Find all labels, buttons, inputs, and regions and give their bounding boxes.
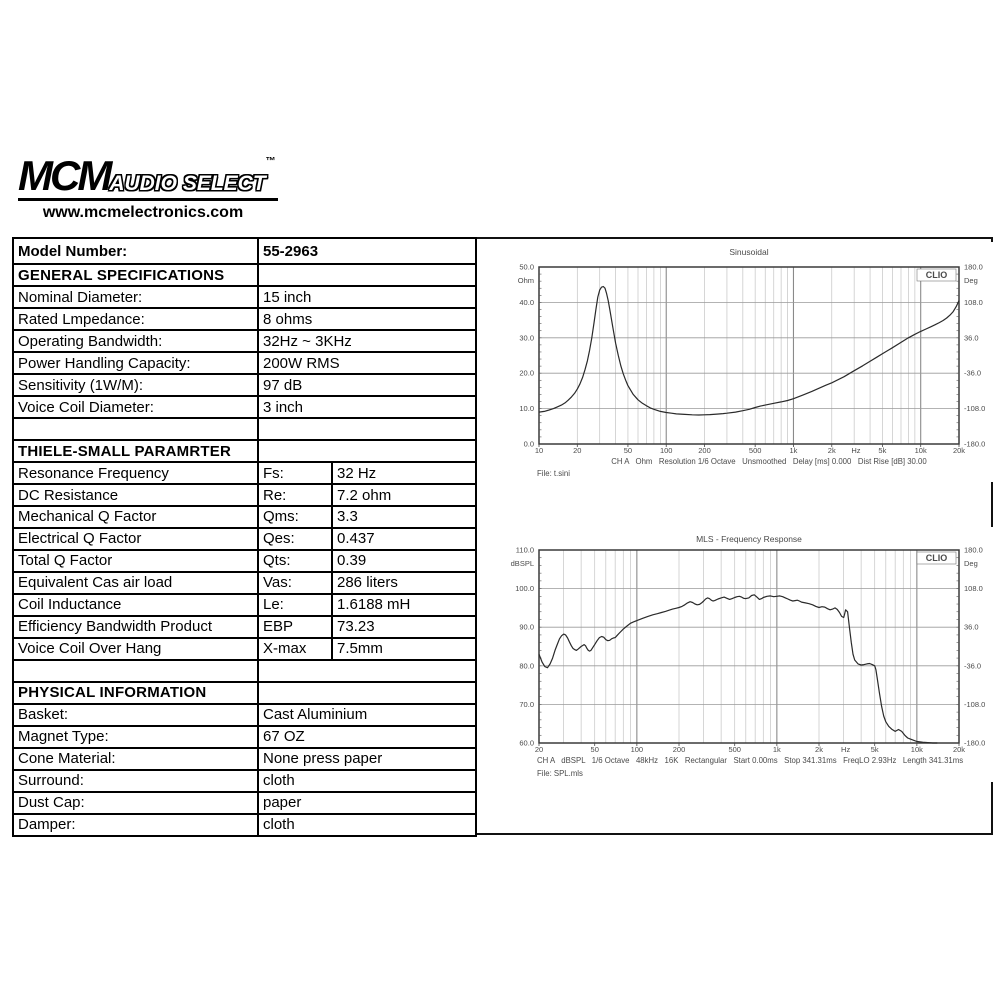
- svg-text:70.0: 70.0: [519, 699, 534, 709]
- table-cell: 3.3: [332, 506, 476, 528]
- table-cell: 55-2963: [258, 238, 476, 264]
- table-cell: Surround:: [13, 770, 258, 792]
- svg-text:5k: 5k: [870, 745, 879, 754]
- table-cell: 0.39: [332, 550, 476, 572]
- svg-text:100: 100: [630, 745, 644, 754]
- table-row: [13, 528, 476, 550]
- table-cell: Resonance Frequency: [13, 462, 258, 484]
- svg-text:100.0: 100.0: [515, 584, 534, 594]
- svg-text:40.0: 40.0: [519, 297, 534, 307]
- impedance-chart: [480, 242, 995, 482]
- svg-text:50: 50: [590, 745, 599, 754]
- table-row: [13, 792, 476, 814]
- spec-sheet-container: [12, 237, 993, 835]
- table-cell: 32 Hz: [332, 462, 476, 484]
- svg-text:110.0: 110.0: [515, 545, 534, 555]
- svg-text:0.0: 0.0: [523, 439, 534, 449]
- svg-text:60.0: 60.0: [519, 738, 534, 748]
- svg-text:-108.0: -108.0: [964, 699, 986, 709]
- table-cell: Basket:: [13, 704, 258, 726]
- table-row: [13, 770, 476, 792]
- table-row: [13, 660, 476, 682]
- svg-text:-180.0: -180.0: [964, 439, 986, 449]
- svg-text:CH A Ohm Resolution 1/6 Oc: CH A Ohm Resolution 1/6 Octave Unsmoothed Delay [ms] 0.000 Dist Rise [dB] 30.00: [611, 457, 927, 466]
- brand-logo: [18, 152, 278, 201]
- svg-text:20.0: 20.0: [519, 368, 534, 378]
- table-row: [13, 462, 476, 484]
- svg-text:20k: 20k: [952, 446, 966, 455]
- table-cell: Operating Bandwidth:: [13, 330, 258, 352]
- svg-text:CLIO: CLIO: [925, 270, 948, 280]
- table-cell: Fs:: [258, 462, 332, 484]
- table-cell: 200W RMS: [258, 352, 476, 374]
- svg-text:108.0: 108.0: [964, 584, 983, 594]
- svg-text:10: 10: [534, 446, 544, 455]
- table-cell: Magnet Type:: [13, 726, 258, 748]
- table-cell: 7.5mm: [332, 638, 476, 660]
- table-cell: 67 OZ: [258, 726, 476, 748]
- table-cell: Total Q Factor: [13, 550, 258, 572]
- svg-text:Sinusoidal: Sinusoidal: [729, 247, 769, 257]
- table-cell: 15 inch: [258, 286, 476, 308]
- table-cell: Cone Material:: [13, 748, 258, 770]
- table-cell: X-max: [258, 638, 332, 660]
- table-row: [13, 264, 476, 286]
- table-cell: 73.23: [332, 616, 476, 638]
- table-cell: Sensitivity (1W/M):: [13, 374, 258, 396]
- table-row: [13, 352, 476, 374]
- svg-text:50: 50: [623, 446, 633, 455]
- svg-text:-36.0: -36.0: [964, 661, 982, 671]
- svg-text:500: 500: [748, 446, 762, 455]
- table-cell: cloth: [258, 770, 476, 792]
- table-cell-empty: [258, 660, 476, 682]
- website-url: www.mcmelectronics.com: [42, 204, 244, 221]
- svg-text:20: 20: [534, 745, 544, 754]
- table-cell-empty: [258, 440, 476, 462]
- table-cell: Qms:: [258, 506, 332, 528]
- table-cell: Coil Inductance: [13, 594, 258, 616]
- table-cell: Mechanical Q Factor: [13, 506, 258, 528]
- table-cell: Nominal Diameter:: [13, 286, 258, 308]
- table-row: [13, 550, 476, 572]
- svg-text:200: 200: [698, 446, 711, 455]
- table-cell: None press paper: [258, 748, 476, 770]
- table-cell: 1.6188 mH: [332, 594, 476, 616]
- table-cell: EBP: [258, 616, 332, 638]
- trademark-symbol: ™: [265, 156, 276, 167]
- table-row: [13, 748, 476, 770]
- table-cell: Voice Coil Diameter:: [13, 396, 258, 418]
- table-cell: Voice Coil Over Hang: [13, 638, 258, 660]
- table-row: [13, 484, 476, 506]
- table-cell-empty: [258, 682, 476, 704]
- svg-text:10.0: 10.0: [519, 404, 534, 414]
- table-row: [13, 308, 476, 330]
- table-row: [13, 726, 476, 748]
- table-cell: GENERAL SPECIFICATIONS: [13, 264, 258, 286]
- table-cell: Le:: [258, 594, 332, 616]
- table-row: [13, 396, 476, 418]
- svg-text:20: 20: [573, 446, 582, 455]
- table-row: [13, 814, 476, 836]
- svg-text:5k: 5k: [878, 446, 887, 455]
- table-cell: Electrical Q Factor: [13, 528, 258, 550]
- svg-text:500: 500: [728, 745, 741, 754]
- svg-text:180.0: 180.0: [964, 545, 983, 555]
- svg-text:-36.0: -36.0: [964, 368, 982, 378]
- table-cell: cloth: [258, 814, 476, 836]
- table-cell: 97 dB: [258, 374, 476, 396]
- svg-text:dBSPL: dBSPL: [510, 559, 534, 568]
- svg-text:CH A dBSPL 1/6 Octave 48: CH A dBSPL 1/6 Octave 48kHz 16K Rectangular Start 0.00ms Stop 341.31ms FreqLO 2.93Hz Length 341.31ms: [537, 756, 964, 765]
- table-row: [13, 440, 476, 462]
- table-cell: 8 ohms: [258, 308, 476, 330]
- brand-mcm: MCM: [18, 152, 110, 199]
- svg-text:Deg: Deg: [964, 559, 978, 568]
- table-row: [13, 704, 476, 726]
- svg-text:50.0: 50.0: [519, 262, 534, 272]
- svg-text:10k: 10k: [910, 745, 923, 754]
- table-cell: Efficiency Bandwidth Product: [13, 616, 258, 638]
- spec-table-body: [13, 238, 476, 836]
- svg-text:108.0: 108.0: [964, 297, 983, 307]
- table-row: [13, 286, 476, 308]
- svg-text:-108.0: -108.0: [964, 404, 986, 414]
- table-cell-empty: [258, 418, 476, 440]
- svg-text:1k: 1k: [789, 446, 798, 455]
- table-cell: paper: [258, 792, 476, 814]
- table-row: [13, 238, 476, 264]
- table-row: [13, 594, 476, 616]
- spec-table: [12, 237, 477, 837]
- svg-text:30.0: 30.0: [519, 333, 534, 343]
- svg-text:-180.0: -180.0: [964, 738, 986, 748]
- svg-text:100: 100: [659, 446, 673, 455]
- svg-text:File: SPL.mls: File: SPL.mls: [537, 769, 583, 778]
- table-cell: Dust Cap:: [13, 792, 258, 814]
- table-cell: Vas:: [258, 572, 332, 594]
- svg-text:1k: 1k: [772, 745, 781, 754]
- svg-text:36.0: 36.0: [964, 333, 979, 343]
- table-cell: 3 inch: [258, 396, 476, 418]
- table-cell: 286 liters: [332, 572, 476, 594]
- svg-text:CLIO: CLIO: [925, 553, 948, 563]
- svg-text:Hz: Hz: [841, 745, 851, 754]
- table-row: [13, 418, 476, 440]
- table-cell: Qes:: [258, 528, 332, 550]
- table-cell: 0.437: [332, 528, 476, 550]
- svg-text:180.0: 180.0: [964, 262, 983, 272]
- brand-suffix: AUDIO SELECT: [109, 172, 266, 195]
- svg-text:2k: 2k: [827, 446, 836, 455]
- table-cell: Damper:: [13, 814, 258, 836]
- svg-text:80.0: 80.0: [519, 661, 534, 671]
- table-cell: Model Number:: [13, 238, 258, 264]
- svg-text:2k: 2k: [815, 745, 823, 754]
- table-cell-empty: [258, 264, 476, 286]
- table-cell-empty: [13, 418, 258, 440]
- svg-text:20k: 20k: [952, 745, 966, 754]
- svg-text:90.0: 90.0: [519, 622, 534, 632]
- table-cell: Power Handling Capacity:: [13, 352, 258, 374]
- svg-text:Deg: Deg: [964, 276, 978, 285]
- table-row: [13, 330, 476, 352]
- table-row: [13, 682, 476, 704]
- svg-text:36.0: 36.0: [964, 622, 979, 632]
- svg-text:Ohm: Ohm: [517, 276, 534, 285]
- table-cell: Qts:: [258, 550, 332, 572]
- svg-text:MLS - Frequency Response: MLS - Frequency Response: [696, 534, 802, 544]
- table-row: [13, 616, 476, 638]
- table-cell: PHYSICAL INFORMATION: [13, 682, 258, 704]
- table-cell: 7.2 ohm: [332, 484, 476, 506]
- table-row: [13, 572, 476, 594]
- frequency-response-chart: [480, 527, 995, 782]
- logo: [18, 152, 276, 222]
- svg-text:File: t.sini: File: t.sini: [537, 469, 570, 478]
- svg-text:Hz: Hz: [851, 446, 861, 455]
- table-cell: 32Hz ~ 3KHz: [258, 330, 476, 352]
- table-cell: DC Resistance: [13, 484, 258, 506]
- table-row: [13, 374, 476, 396]
- table-cell-empty: [13, 660, 258, 682]
- svg-text:200: 200: [672, 745, 686, 754]
- table-cell: Cast Aluminium: [258, 704, 476, 726]
- table-row: [13, 638, 476, 660]
- table-cell: Re:: [258, 484, 332, 506]
- table-cell: THIELE-SMALL PARAMRTER: [13, 440, 258, 462]
- table-row: [13, 506, 476, 528]
- table-cell: Rated Lmpedance:: [13, 308, 258, 330]
- svg-text:10k: 10k: [914, 446, 927, 455]
- table-cell: Equivalent Cas air load: [13, 572, 258, 594]
